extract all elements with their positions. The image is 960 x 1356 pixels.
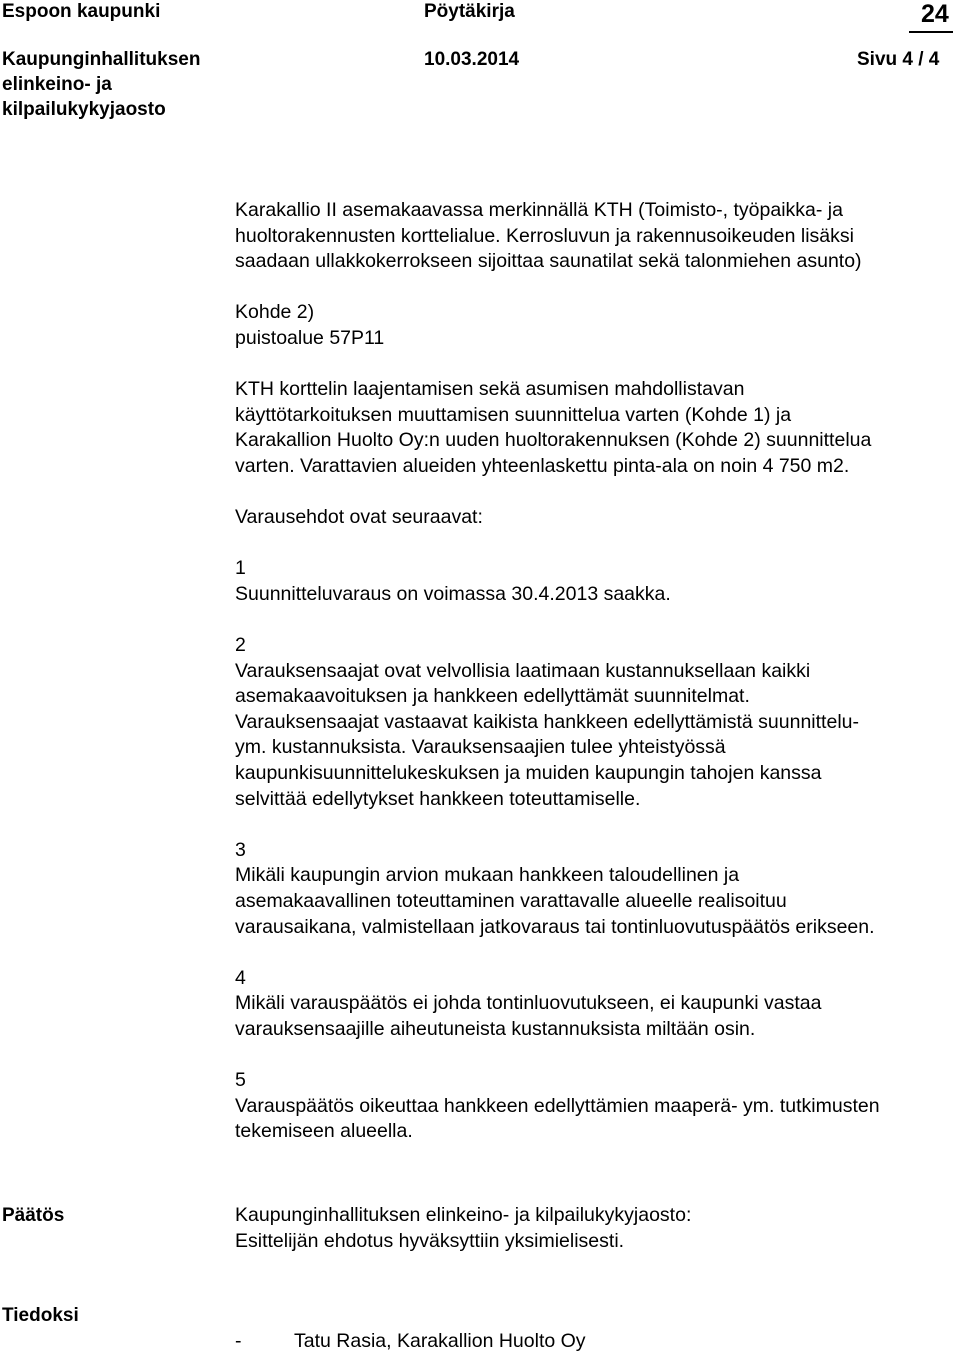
paragraph-gap [235, 531, 960, 557]
document-line: puistoalue 57P11 [235, 326, 385, 349]
document-line: Mikäli kaupungin arvion mukaan hankkeen taloudellinen ja [235, 864, 740, 887]
organization-name: Espoon kaupunki [2, 1, 161, 22]
recipient-item: Tatu Rasia, Karakallion Huolto Oy [294, 1330, 586, 1352]
page-info: Sivu 4 / 4 [857, 49, 940, 70]
document-line: kaupunkisuunnittelukeskuksen ja muiden kaupungin tahojen kanssa [235, 762, 822, 785]
document-line: Varauksensaajat ovat velvollisia laatimaan kustannuksellaan kaikki [235, 659, 811, 682]
meeting-date: 10.03.2014 [424, 49, 520, 70]
document-line: Varauksensaajat vastaavat kaikista hankkeen edellyttämistä suunnittelu- [235, 710, 859, 733]
document-type: Pöytäkirja [424, 1, 515, 22]
document-line: ym. kustannuksista. Varauksensaajien tulee yhteistyössä [235, 736, 726, 759]
paragraph-gap [235, 608, 960, 634]
decision-label: Päätös [2, 1205, 65, 1226]
document-line: selvittää edellytykset hankkeen toteuttamiselle. [235, 787, 641, 810]
page-number-underline [909, 31, 953, 33]
paragraph-gap [235, 275, 960, 301]
document-body [235, 198, 960, 1145]
decision-line2: Esittelijän ehdotus hyväksyttiin yksimielisesti. [235, 1230, 625, 1252]
page-number: 24 [921, 0, 949, 28]
paragraph-gap [235, 352, 960, 378]
paragraph-gap [235, 1043, 960, 1069]
document-line: käyttötarkoituksen muuttamisen suunnittelua varten (Kohde 1) ja [235, 403, 792, 426]
body-name-line2: elinkeino- ja [2, 74, 112, 95]
document-line: KTH korttelin laajentamisen sekä asumisen mahdollistavan [235, 378, 745, 401]
decision-line1: Kaupunginhallituksen elinkeino- ja kilpailukykyjaosto: [235, 1204, 692, 1226]
notification-label: Tiedoksi [2, 1305, 79, 1326]
body-name-line1: Kaupunginhallituksen [2, 49, 201, 70]
document-line: asemakaavallinen toteuttaminen varattavalle alueelle realisoituu [235, 890, 787, 913]
document-line: 2 [235, 634, 246, 657]
document-line: huoltorakennusten korttelialue. Kerrosluvun ja rakennusoikeuden lisäksi [235, 224, 854, 247]
document-line: saadaan ullakkokerrokseen sijoittaa saunatilat sekä talonmiehen asunto) [235, 250, 862, 273]
paragraph-gap [235, 480, 960, 506]
document-line: 5 [235, 1069, 246, 1092]
document-line: varauksensaajille aiheutuneista kustannuksista miltään osin. [235, 1018, 756, 1040]
document-line: Varausehdot ovat seuraavat: [235, 506, 483, 529]
paragraph-gap [235, 940, 960, 966]
paragraph-gap [235, 812, 960, 838]
document-line: tekemiseen alueella. [235, 1120, 413, 1143]
document-line: Karakallio II asemakaavassa merkinnällä KTH (Toimisto-, työpaikka- ja [235, 199, 843, 221]
document-line: Suunnitteluvaraus on voimassa 30.4.2013 saakka. [235, 582, 671, 605]
document-line: asemakaavoituksen ja hankkeen edellyttämät suunnitelmat. [235, 685, 750, 708]
document-line: Varauspäätös oikeuttaa hankkeen edellyttämien maaperä- ym. tutkimusten [235, 1094, 880, 1117]
document-line: 4 [235, 966, 246, 989]
recipient-bullet: - [235, 1330, 242, 1352]
document-line: 1 [235, 557, 246, 580]
document-line: Karakallion Huolto Oy:n uuden huoltorakennuksen (Kohde 2) suunnittelua [235, 429, 872, 452]
document-line: 3 [235, 838, 246, 861]
body-name-line3: kilpailukykyjaosto [2, 99, 166, 120]
document-line: Kohde 2) [235, 301, 315, 324]
document-line: Mikäli varauspäätös ei johda tontinluovutukseen, ei kaupunki vastaa [235, 992, 822, 1015]
document-line: varten. Varattavien alueiden yhteenlaskettu pinta-ala on noin 4 750 m2. [235, 454, 850, 477]
document-line: varausaikana, valmistellaan jatkovaraus tai tontinluovutuspäätös erikseen. [235, 915, 875, 938]
